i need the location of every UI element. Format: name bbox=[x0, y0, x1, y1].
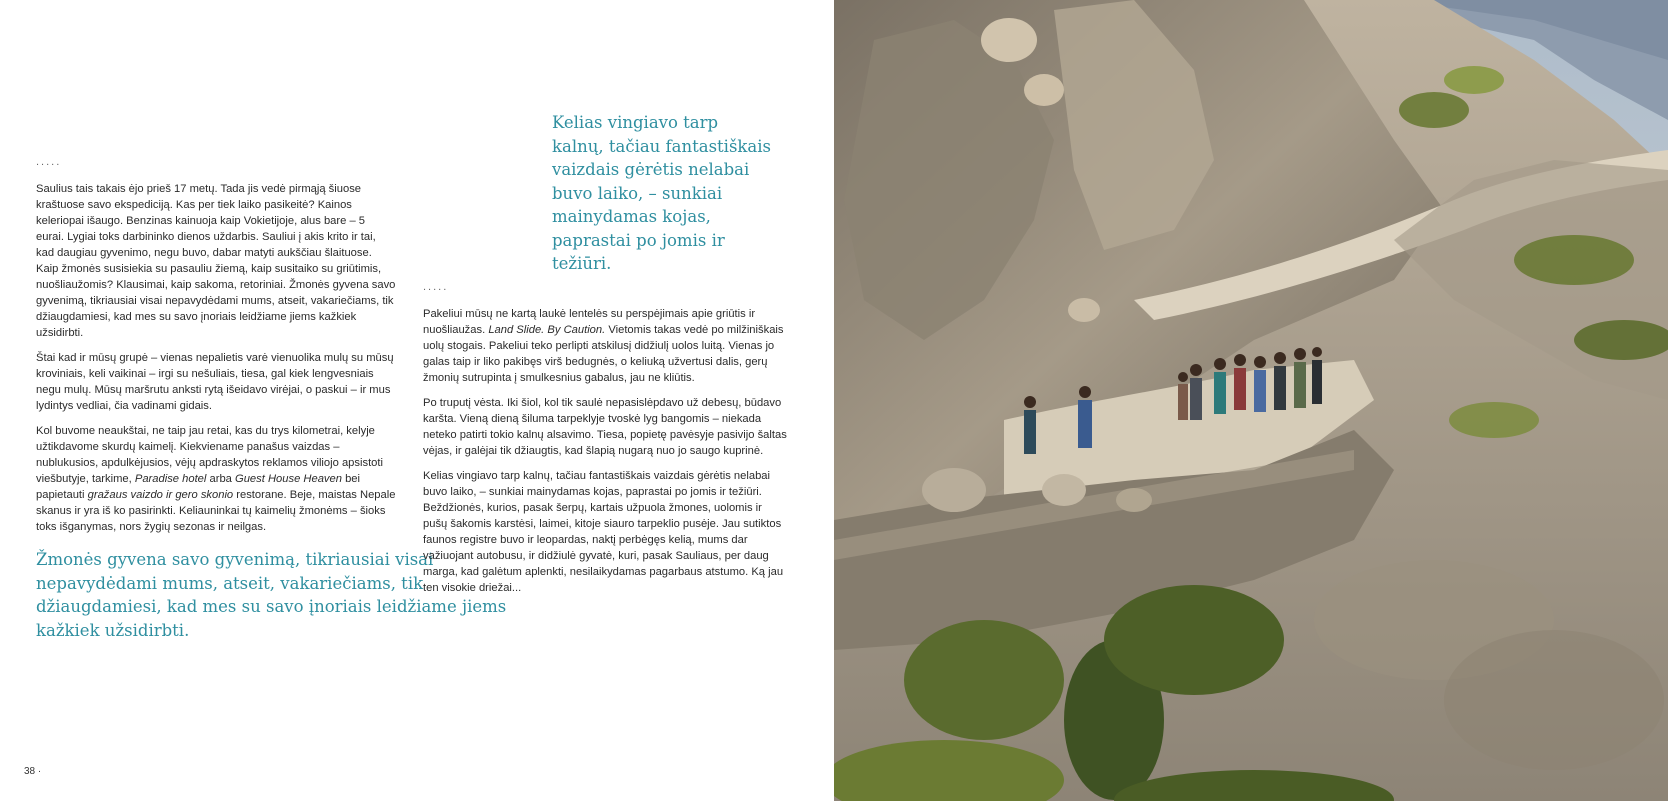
paragraph-5: Po truputį vėsta. Iki šiol, kol tik saulė nepasislėpdavo už debesų, būdavo karšta. Vieną dieną šiluma tarpeklyje tvoskė lyg bangomis – niekada neteko patirti tokio kalnų alsavimo. Tiesa, popietę pavėsyje pasivijo šaltas vėjas, ir galėjai tik džiaugtis, kad šlapią nugarą nuo jo saugo kuprinė. bbox=[423, 397, 787, 457]
paragraph-6: Kelias vingiavo tarp kalnų, tačiau fantastiškais vaizdais gėrėtis nelabai buvo laiko, – sunkiai mainydamas kojas, paprastai po jomis ir težiūri. Beždžionės, kurios, pasak šerpų, kartais užpuola žmones, uolomis ir pušų šakomis karstėsi, laimei, kitoje siauro tarpeklio pusėje. Jau sutiktos faunos registre buvo ir leopardas, naktį perbėgęs kelią, mums dar važiuojant autobusu, ir didžiulė gyvatė, kuri, pasak Sauliaus, per daug marga, kad galėtum aplenkti, nesilaikydamas pagarbaus atstumo. Ką jau ten visokie driežai... bbox=[423, 470, 784, 594]
paragraph-2: Štai kad ir mūsų grupė – vienas nepalietis varė vienuolika mulų su mūsų kroviniais, keli vaikinai – irgi su nešuliais, tiesa, gal kiek lengvesniais negu mulų. Mūsų maršrutu anksti rytą išeidavo virėjai, o paskui – ir mus lydintys vedliai, čia vadinami gidais. bbox=[36, 352, 394, 412]
column-left-text bbox=[36, 181, 396, 544]
pull-quote-left: Žmonės gyvena savo gyvenimą, tikriausiai visai nepavydėdami mums, atseit, vakariečiams, tik džiaugdamiesi, kad mes su savo įnoriais leidžiame jiems kažkiek užsidirbti. bbox=[36, 550, 507, 640]
tree-foreground bbox=[904, 620, 1064, 740]
mountain-trail-photo bbox=[834, 0, 1668, 801]
section-separator: ..... bbox=[36, 156, 62, 168]
column-right-text bbox=[423, 306, 787, 605]
paragraph-3: Kol buvome neaukštai, ne taip jau retai, kas du trys kilometrai, kelyje užtikdavome skurdų kaimelį. Kiekviename panašus vaizdas – nublukusios, apdulkėjusios, vėjų apdraskytos reklamos viliojo apsistoti viešbutyje, tarkime, Paradise hotel arba Guest House Heaven bei papietauti gražaus vaizdo ir gero skonio restorane. Beje, maistas Nepale skanus ir yra iš ko pasirinkti. Keliauninkai tų kaimelių žmonėms – šioks toks išganymas, nors žygių sezonas ir neilgas. bbox=[36, 425, 396, 533]
pull-quote-right: Kelias vingiavo tarp kalnų, tačiau fantastiškais vaizdais gėrėtis nelabai buvo laiko, – sunkiai mainydamas kojas, paprastai po jomis ir težiūri. bbox=[552, 113, 772, 273]
boulder bbox=[922, 468, 986, 512]
shrubs-right bbox=[1514, 235, 1634, 285]
paragraph-4: Pakeliui mūsų ne kartą laukė lentelės su perspėjimais apie griūtis ir nuošliaužas. Land Slide. By Caution. Vietomis takas vedė po milžiniškais uolų stogais. Pakeliui teko perlipti atskilusį didžiulį uolos luitą. Vienas jo galas taip ir liko pakibęs virš bedugnės, o keliuką užvertusi dalis, gerų žmonių sutrupinta į smulkesnius gabalus, jau ne kliūtis. bbox=[423, 308, 784, 384]
page-number: 38 · bbox=[24, 766, 42, 777]
paragraph-1: Saulius tais takais ėjo prieš 17 metų. Tada jis vedė pirmąją šiuose kraštuose savo ekspediciją. Kas per tiek laiko pasikeitė? Kainos keleriopai išaugo. Benzinas kainuoja kaip Vokietijoje, alus bare – 5 eurai. Lygiai toks darbininko dienos uždarbis. Sauliui į akis krito ir tai, kad daugiau gyvenimo, negu buvo, dabar matyti aukščiau šlaituose. Kaip žmonės susisiekia su pasauliu žiemą, kaip susitaiko su griūtimis, nuošliaužomis? Klausimai, kaip sakoma, retoriniai. Žmonės gyvena savo gyvenimą, tikriausiai visai nepavydėdami mums, atseit, vakariečiams, tik džiaugdamiesi, kad mes su savo įnoriais leidžiame jiems kažkiek užsidirbti. bbox=[36, 183, 396, 339]
section-separator-2: ..... bbox=[423, 281, 449, 293]
